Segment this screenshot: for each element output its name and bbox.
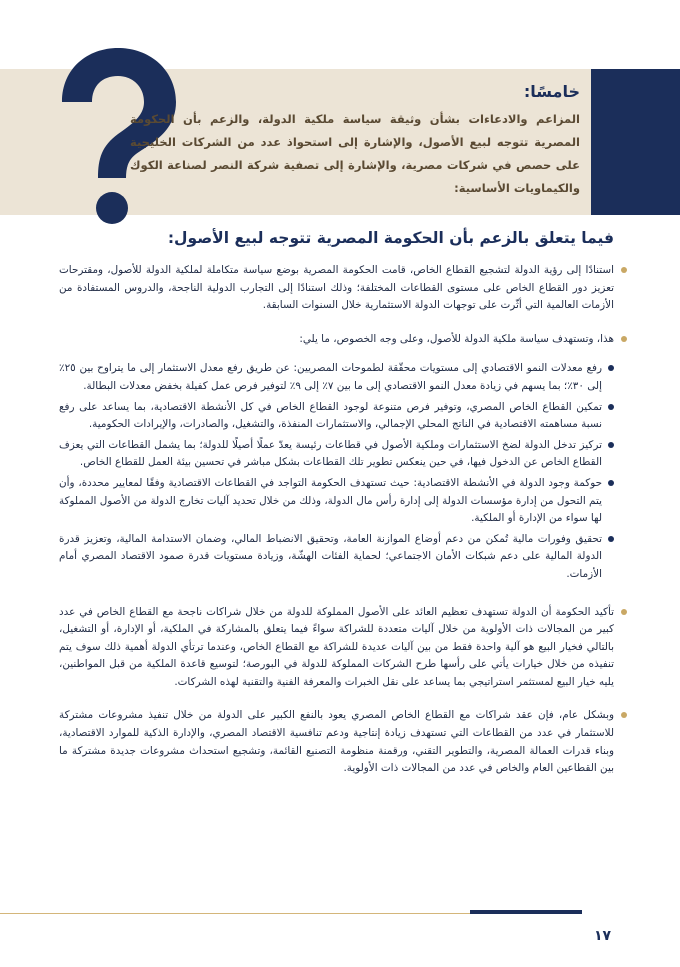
- page-number: ١٧: [594, 928, 612, 944]
- navy-bullet-icon: [608, 365, 614, 371]
- gold-bullet-icon: [621, 712, 627, 718]
- paragraph: [59, 262, 614, 315]
- main-content: [59, 262, 614, 794]
- paragraph-text: هذا، وتستهدف سياسة ملكية الدولة للأصول، وعلى وجه الخصوص، ما يلي:: [299, 332, 614, 345]
- paragraph: [59, 331, 614, 349]
- list-item: [59, 475, 602, 528]
- navy-bullet-icon: [608, 404, 614, 410]
- navy-bullet-icon: [608, 536, 614, 542]
- gold-bullet-icon: [621, 609, 627, 615]
- list-item: [59, 360, 602, 395]
- section-intro-text: المزاعم والادعاءات بشأن وثيقة سياسة ملكية الدولة، والزعم بأن الحكومة المصرية تتوجه لبيع الأصول، والإشارة إلى استحواذ عدد من الشركات الخليجية على حصص في شركات مصرية، والإشارة إلى تصفية شركة النصر لصناعة الكوك والكيماويات الأساسية:: [130, 112, 580, 195]
- section-title: خامسًا:: [523, 82, 580, 101]
- navy-bullet-icon: [608, 480, 614, 486]
- objectives-list: [59, 360, 614, 583]
- list-item: [59, 399, 602, 434]
- list-item: [59, 531, 602, 584]
- navy-bullet-icon: [608, 442, 614, 448]
- list-item-text: تحقيق وفورات مالية تُمكن من دعم أوضاع الموازنة العامة، وتحقيق الانضباط المالي، وضمان الاستدامة المالية، وتعزيز قدرة الدولة المالية على دعم شبكات الأمان الاجتماعي؛ لحماية الفئات الهشّة، وزيادة مستويات قدرة صمود الاقتصاد المصري أمام الأزمات.: [59, 532, 602, 580]
- paragraph-text: وبشكل عام، فإن عقد شراكات مع القطاع الخاص المصري يعود بالنفع الكبير على الدولة من خلال تنفيذ مشروعات مشتركة للاستثمار في عدد من القطاعات التي تستهدف زيادة إنتاجية ودعم تنافسية الاقتصاد المصري، والإدارة الذكية للموارد الاقتصادية، وبناء قدرات العمالة المصرية، والتطوير التقني، ورقمنة منظومة التصنيع القائمة، وتشجيع استحداث مشروعات جديدة مشتركة ما بين القطاعين العام والخاص في عدد من المجالات ذات الأولوية.: [59, 709, 614, 775]
- header-accent-bar: [591, 69, 680, 215]
- paragraph: [59, 707, 614, 777]
- gold-bullet-icon: [621, 267, 627, 273]
- footer-accent: [470, 910, 582, 914]
- page-heading: فيما يتعلق بالزعم بأن الحكومة المصرية تتوجه لبيع الأصول:: [167, 229, 614, 247]
- paragraph: [59, 604, 614, 692]
- paragraph-text: استنادًا إلى رؤية الدولة لتشجيع القطاع الخاص، قامت الحكومة المصرية بوضع سياسة متكاملة لملكية الدولة للأصول، ومقترحات تعزيز دور القطاع الخاص على مستوى القطاعات المختلفة؛ وذلك استنادًا إلى التجارب الدولية الناجحة، والدروس المستفادة من الأزمات العالمية التي أثّرت على توجهات الدولة الاستثمارية خلال السنوات السابقة.: [59, 264, 614, 312]
- paragraph-text: تأكيد الحكومة أن الدولة تستهدف تعظيم العائد على الأصول المملوكة للدولة من خلال شراكات ناجحة مع القطاع الخاص في عدد كبير من المجالات ذات الأولوية من خلال آليات متعددة للشراكة سواءً فيما يتعلق بالمشاركة في الملكية، أو الإدارة، أو التشغيل، بالتالي فخيار البيع هو آلية واحدة فقط من بين آليات عديدة للشراكة مع القطاع الخاص، وعندما ترتأي الدولة أهمية ذلك سوف يتم تنفيذه من خلال خيارات يأتي على رأسها طرح الشركات المملوكة للدولة في البورصة؛ لتوسيع قاعدة الملكية من قبل المواطنين، يليه خيار البيع لمستثمر استراتيجي بما يساعد على نقل الخبرات والمعرفة الفنية والتقنية لهذه الشركات.: [59, 605, 614, 688]
- list-item-text: حوكمة وجود الدولة في الأنشطة الاقتصادية: حيث تستهدف الحكومة التواجد في القطاعات الاقتصادية وفقًا لمعايير محددة، وأن يتم التحول من إدارة مؤسسات الدولة إلى إدارة رأس مال الدولة، وذلك من خلال تحديد آليات تخارج الدولة من الأصول المملوكة لها سواء من الإدارة أو الملكية.: [59, 476, 602, 525]
- gold-bullet-icon: [621, 336, 627, 342]
- list-item-text: تركيز تدخل الدولة لضخ الاستثمارات وملكية الأصول في قطاعات رئيسة يعدّ عملًا أصيلًا للدولة؛ بما يشمل القطاعات التي يعزف القطاع الخاص عن الدخول فيها، في حين ينعكس تطوير تلك القطاعات بشكل مباشر في تحسين بيئة العمل للقطاع الخاص.: [59, 438, 602, 469]
- list-item: [59, 437, 602, 472]
- list-item-text: تمكين القطاع الخاص المصري، وتوفير فرص متنوعة لوجود القطاع الخاص في كل الأنشطة الاقتصادية، بما يساعد على رفع نسبة مساهمته الاقتصادية في الناتج المحلي الإجمالي، والاستثمارات المنفذة، والتشغيل، والصادرات، والإيرادات الحكومية.: [59, 400, 602, 431]
- list-item-text: رفع معدلات النمو الاقتصادي إلى مستويات محقّقة لطموحات المصريين: عن طريق رفع معدل الاستثمار إلى ما يتراوح بين ٢٥٪ إلى ٣٠٪؛ بما يسهم في زيادة معدل النمو الاقتصادي إلى ما بين ٧٪ إلى ٩٪ لتوفير فرص عمل كفيلة بخفض معدلات البطالة.: [59, 362, 602, 392]
